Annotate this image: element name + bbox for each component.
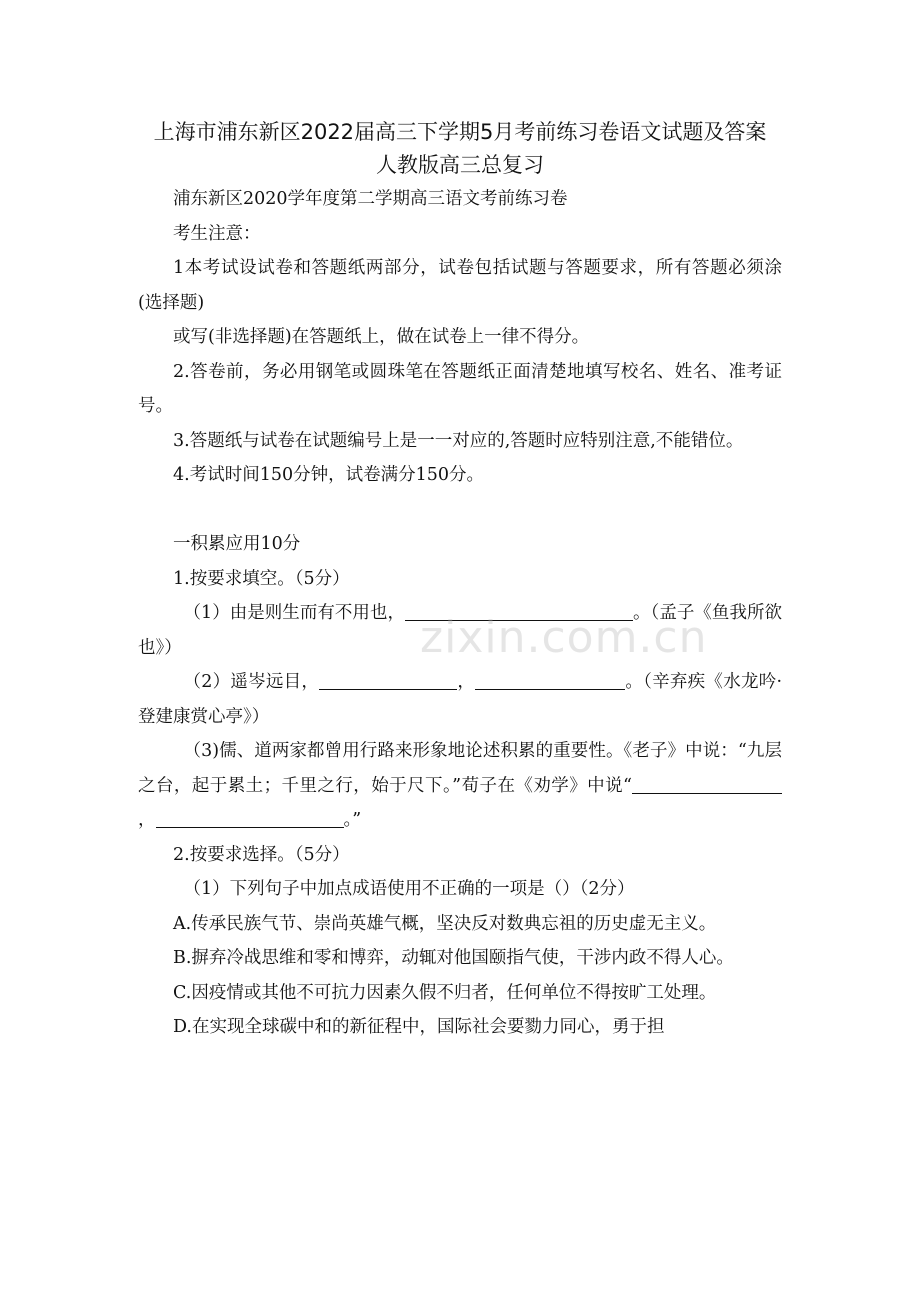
option-b: B.摒弃冷战思维和零和博弈，动辄对他国颐指气使，干涉内政不得人心。 (173, 948, 734, 968)
exam-subtitle: 浦东新区2020学年度第二学期高三语文考前练习卷 (173, 189, 568, 209)
option-a: A.传承民族气节、崇尚英雄气概，坚决反对数典忘祖的历史虚无主义。 (173, 913, 717, 934)
question-2-1: （1）下列句子中加点成语使用不正确的一项是（）（2分） (183, 879, 635, 899)
question-1-2-source: 。（辛弃疾《水龙吟·登建康赏心亭》） (138, 672, 783, 727)
document-title: 上海市浦东新区2022届高三下学期5月考前练习卷语文试题及答案 人教版高三总复习 (153, 120, 788, 177)
answer-blank (475, 672, 625, 691)
question-2: 2.按要求选择。（5分） (173, 844, 350, 865)
question-1-3 (138, 734, 782, 838)
option-d: D.在实现全球碳中和的新征程中，国际社会要勠力同心，勇于担 (173, 1017, 665, 1037)
document-body (138, 182, 782, 1045)
answer-blank (405, 603, 633, 622)
notice-heading: 考生注意： (173, 223, 261, 244)
notice-item-3: 3.答题纸与试卷在试题编号上是一一对应的,答题时应特别注意,不能错位。 (173, 430, 744, 451)
notice-item-2: 2.答卷前，务必用钢笔或圆珠笔在答题纸正面清楚地填写校名、姓名、准考证号。 (138, 361, 782, 416)
section-heading-1: 一积累应用10分 (173, 534, 301, 554)
answer-blank (632, 775, 782, 794)
answer-blank (156, 810, 344, 829)
question-1: 1.按要求填空。（5分） (173, 568, 350, 589)
notice-item-1-continued: 或写(非选择题)在答题纸上，做在试卷上一律不得分。 (173, 327, 590, 347)
question-1-3-prompt: （3)儒、道两家都曾用行路来形象地论述积累的重要性。《老子》中说：“九层之台，起于累土；千里之行，始于尺下。”荀子在《劝学》中说“ (138, 741, 782, 796)
question-1-2-separator: ， (457, 672, 476, 692)
watermark: zixin.com.cn (420, 612, 708, 663)
notice-item-4: 4.考试时间150分钟，试卷满分150分。 (173, 465, 484, 485)
question-1-1-source: 。（孟子《鱼我所欲也》） (138, 603, 782, 658)
question-1-2-prompt: （2）遥岑远目， (183, 672, 320, 692)
question-1-3-separator: ， (138, 810, 156, 830)
question-1-2 (138, 665, 782, 734)
question-1-1-prompt: （1）由是则生而有不用也， (183, 603, 405, 623)
option-c: C.因疫情或其他不可抗力因素久假不归者，任何单位不得按旷工处理。 (173, 982, 717, 1003)
question-1-3-end: 。” (343, 810, 362, 830)
question-1-1 (138, 596, 782, 665)
answer-blank (319, 672, 457, 691)
notice-item-1: 1本考试设试卷和答题纸两部分，试卷包括试题与答题要求，所有答题必须涂(选择题) (138, 258, 782, 313)
